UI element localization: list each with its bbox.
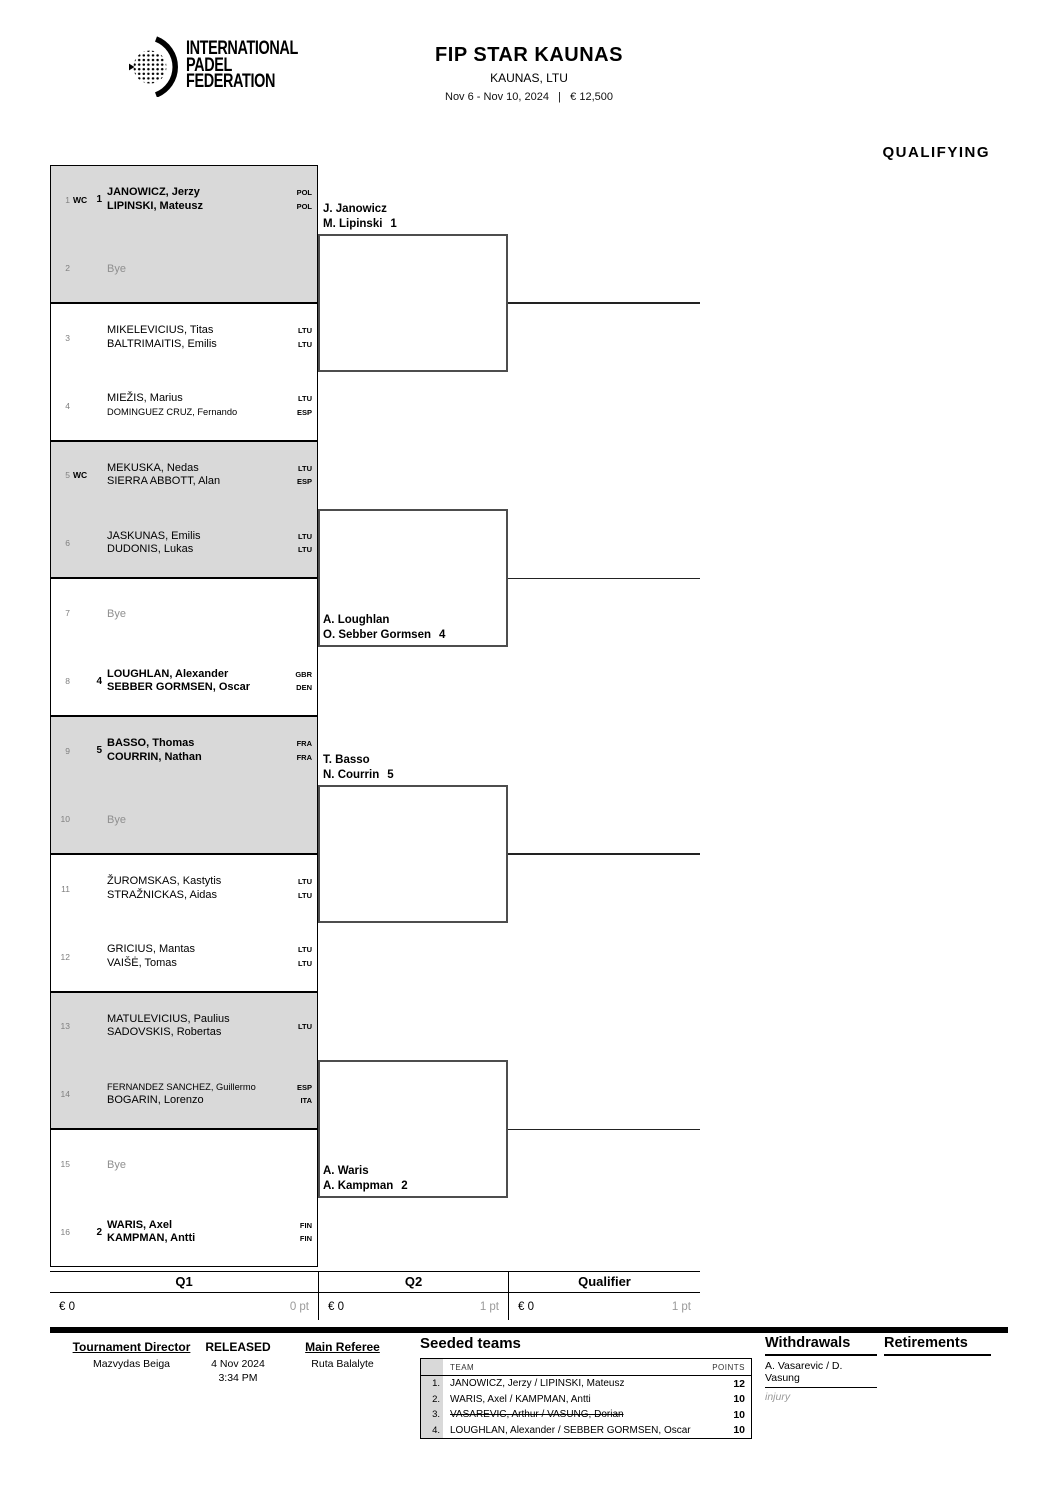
slot-position: 11 <box>61 883 70 894</box>
slot-position: 3 <box>65 332 70 343</box>
player-name: WARIS, Axel <box>107 1218 172 1231</box>
bracket-slot-9 <box>51 717 317 785</box>
q2-points: 1 pt <box>479 1300 499 1313</box>
seeded-team-name: JANOWICZ, Jerzy / LIPINSKI, Mateusz <box>450 1378 625 1390</box>
round1-box-4 <box>50 578 318 716</box>
bracket-slot-4 <box>51 372 317 440</box>
winner-seed: 2 <box>401 1179 408 1192</box>
winner-player-2: A. Kampman <box>323 1179 394 1192</box>
qualifying-bracket <box>50 165 700 1268</box>
tournament-location: KAUNAS, LTU <box>490 71 568 85</box>
winner-player-1: A. Waris <box>323 1165 369 1177</box>
round2-winner-3 <box>323 753 394 782</box>
tournament-dates-prize <box>0 91 1058 103</box>
country-code: LTU <box>297 958 312 968</box>
withdrawn-team: A. Vasarevic / D. Vasung <box>765 1360 877 1388</box>
seeded-team-points: 12 <box>733 1377 745 1390</box>
round-header-qualifier: Qualifier <box>508 1272 700 1292</box>
player-name: ŽUROMSKAS, Kastytis <box>107 875 222 888</box>
country-code: GBR <box>295 669 312 679</box>
round-header-q1: Q1 <box>175 1274 193 1289</box>
round1-box-7 <box>50 992 318 1130</box>
player-name: SADOVSKIS, Robertas <box>107 1026 222 1039</box>
tournament-director-label: Tournament Director <box>72 1340 191 1354</box>
player-name: MEKUSKA, Nedas <box>107 461 199 474</box>
withdrawals-block <box>765 1335 877 1403</box>
seeded-teams-header-row <box>421 1359 751 1376</box>
bracket-slot-1 <box>51 166 317 234</box>
seeded-teams-table <box>420 1358 752 1439</box>
slot-position: 5 <box>65 470 70 481</box>
player-name: LIPINSKI, Mateusz <box>107 199 203 212</box>
qualifier-line-1 <box>508 302 700 304</box>
bracket-slot-12 <box>51 923 317 991</box>
seed-number: 1 <box>96 194 102 206</box>
country-code: ESP <box>296 477 312 487</box>
seed-number: 2 <box>96 1226 102 1238</box>
country-code: LTU <box>297 531 312 541</box>
q2-prize: € 0 <box>328 1300 344 1313</box>
seeded-team-points: 10 <box>733 1424 745 1437</box>
seeded-team-row <box>421 1376 751 1392</box>
bracket-slot-5 <box>51 442 317 510</box>
main-referee-label: Main Referee <box>305 1340 380 1354</box>
rounds-prize-table <box>50 1271 700 1320</box>
round2-winner-2 <box>323 613 445 642</box>
player-name: KAMPMAN, Antti <box>107 1232 196 1245</box>
logo-line-3: FEDERATION <box>186 71 275 93</box>
player-name: SEBBER GORMSEN, Oscar <box>107 681 251 694</box>
q1-points: 0 pt <box>289 1300 309 1313</box>
country-code: FIN <box>299 1234 312 1244</box>
tournament-director-name: Mazvydas Beiga <box>92 1358 171 1370</box>
player-name: DOMINGUEZ CRUZ, Fernando <box>107 406 238 417</box>
wildcard-marker: WC <box>73 194 88 205</box>
player-name: BASSO, Thomas <box>107 737 195 750</box>
wildcard-marker: WC <box>73 470 88 481</box>
qualifier-points: 1 pt <box>671 1300 691 1313</box>
country-code: FIN <box>299 1220 312 1230</box>
player-name: MIKELEVICIUS, Titas <box>107 324 214 337</box>
player-name: STRAŽNICKAS, Aidas <box>107 888 218 901</box>
seed-rank: 3. <box>421 1407 443 1423</box>
slot-position: 1 <box>65 194 70 205</box>
bracket-slot-7 <box>51 579 317 647</box>
section-title: QUALIFYING <box>882 144 990 161</box>
round-header-q2: Q2 <box>318 1272 508 1292</box>
winner-seed: 1 <box>390 217 397 230</box>
released-date: 4 Nov 2024 <box>211 1358 265 1370</box>
country-code: LTU <box>297 890 312 900</box>
q1-prize: € 0 <box>59 1300 75 1313</box>
player-name: SIERRA ABBOTT, Alan <box>107 475 221 488</box>
seeded-team-name: WARIS, Axel / KAMPMAN, Antti <box>450 1393 591 1405</box>
seeded-team-row <box>421 1392 751 1408</box>
player-name: BALTRIMAITIS, Emilis <box>107 337 217 350</box>
winner-seed: 5 <box>387 768 394 781</box>
seed-number: 5 <box>96 745 102 757</box>
seeded-team-row <box>421 1407 751 1423</box>
country-code: POL <box>296 188 312 198</box>
slot-position: 13 <box>60 1021 70 1032</box>
slot-position: 16 <box>60 1227 70 1238</box>
country-code: ESP <box>296 1082 312 1092</box>
seeded-team-name: LOUGHLAN, Alexander / SEBBER GORMSEN, Oscar <box>450 1424 691 1436</box>
player-name: FERNANDEZ SANCHEZ, Guillermo <box>107 1081 256 1092</box>
player-name: BOGARIN, Lorenzo <box>107 1094 204 1107</box>
country-code: ITA <box>300 1096 312 1106</box>
bracket-slot-15 <box>51 1130 317 1198</box>
player-name: COURRIN, Nathan <box>107 750 202 763</box>
released-time: 3:34 PM <box>218 1372 258 1384</box>
round1-box-5 <box>50 716 318 854</box>
round2-winner-4 <box>323 1164 408 1193</box>
country-code: LTU <box>297 1021 312 1031</box>
winner-player-1: T. Basso <box>323 754 370 766</box>
player-name: LOUGHLAN, Alexander <box>107 667 229 680</box>
seeded-team-row <box>421 1423 751 1439</box>
winner-player-1: A. Loughlan <box>323 614 390 626</box>
round1-box-1 <box>50 165 318 303</box>
slot-position: 14 <box>60 1089 70 1100</box>
player-name: MIEŽIS, Marius <box>107 392 183 405</box>
slot-position: 7 <box>65 608 70 619</box>
winner-player-2: N. Courrin <box>323 768 380 781</box>
bye-label: Bye <box>107 262 126 275</box>
seeded-teams-block <box>420 1335 752 1439</box>
country-code: LTU <box>297 339 312 349</box>
separator: | <box>558 91 561 103</box>
seed-rank: 4. <box>421 1423 443 1439</box>
seeded-team-points: 10 <box>733 1408 745 1421</box>
bracket-slot-16 <box>51 1198 317 1266</box>
country-code: DEN <box>296 683 312 693</box>
country-code: LTU <box>297 877 312 887</box>
winner-seed: 4 <box>439 628 446 641</box>
slot-position: 10 <box>60 813 70 824</box>
round2-box-1 <box>318 234 508 372</box>
country-code: FRA <box>296 752 312 762</box>
slot-position: 6 <box>65 538 70 549</box>
round2-box-3 <box>318 785 508 923</box>
tournament-header <box>0 44 1058 103</box>
bracket-slot-14 <box>51 1060 317 1128</box>
footer-divider-rule <box>50 1327 1008 1333</box>
withdrawals-title: Withdrawals <box>765 1335 877 1356</box>
slot-position: 8 <box>65 676 70 687</box>
points-column-header: POINTS <box>712 1362 745 1372</box>
bye-label: Bye <box>107 608 126 621</box>
released-label: RELEASED <box>205 1340 271 1354</box>
tournament-dates: Nov 6 - Nov 10, 2024 <box>445 91 549 103</box>
winner-player-2: O. Sebber Gormsen <box>323 628 432 641</box>
team-column-header: TEAM <box>450 1362 475 1372</box>
slot-position: 2 <box>65 262 70 273</box>
slot-position: 15 <box>60 1159 70 1170</box>
logo-line-2: PADEL <box>186 54 232 76</box>
bracket-slot-3 <box>51 304 317 372</box>
seeded-teams-title: Seeded teams <box>420 1335 521 1352</box>
tournament-director-block <box>59 1340 204 1370</box>
winner-player-1: J. Janowicz <box>323 203 387 215</box>
seeded-team-points: 10 <box>733 1393 745 1406</box>
qualifier-prize: € 0 <box>518 1300 534 1313</box>
country-code: LTU <box>297 463 312 473</box>
country-code: FRA <box>296 739 312 749</box>
seed-rank: 2. <box>421 1392 443 1408</box>
player-name: MATULEVICIUS, Paulius <box>107 1012 230 1025</box>
main-referee-block <box>285 1340 400 1370</box>
country-code: POL <box>296 201 312 211</box>
seed-number: 4 <box>96 675 102 687</box>
bracket-slot-2 <box>51 234 317 302</box>
qualifier-line-4 <box>508 1129 700 1131</box>
round2-winner-1 <box>323 202 397 231</box>
player-name: DUDONIS, Lukas <box>107 543 194 556</box>
round1-box-2 <box>50 303 318 441</box>
player-name: VAIŠĖ, Tomas <box>107 956 177 969</box>
seed-rank: 1. <box>421 1376 443 1392</box>
bracket-slot-8 <box>51 647 317 715</box>
tournament-prize: € 12,500 <box>570 91 613 103</box>
bye-label: Bye <box>107 1159 126 1172</box>
country-code: LTU <box>297 545 312 555</box>
player-name: JASKUNAS, Emilis <box>107 529 201 542</box>
seeded-team-name-withdrawn: VASAREVIC, Arthur / VASUNG, Dorian <box>450 1409 624 1421</box>
logo-line-1: INTERNATIONAL <box>186 38 298 60</box>
country-code: LTU <box>297 326 312 336</box>
country-code: ESP <box>296 407 312 417</box>
retirements-title: Retirements <box>884 1335 991 1356</box>
slot-position: 9 <box>65 745 70 756</box>
bye-label: Bye <box>107 813 126 826</box>
bracket-slot-11 <box>51 855 317 923</box>
country-code: LTU <box>297 945 312 955</box>
qualifier-line-3 <box>508 853 700 855</box>
withdrawal-reason: injury <box>765 1391 791 1403</box>
bracket-slot-13 <box>51 993 317 1061</box>
round1-box-6 <box>50 854 318 992</box>
released-block <box>198 1340 278 1384</box>
tournament-title: FIP STAR KAUNAS <box>435 44 623 66</box>
retirements-block <box>884 1335 991 1356</box>
country-code: LTU <box>297 394 312 404</box>
round1-box-3 <box>50 441 318 579</box>
main-referee-name: Ruta Balalyte <box>311 1358 374 1370</box>
slot-position: 12 <box>60 951 70 962</box>
slot-position: 4 <box>65 400 70 411</box>
player-name: JANOWICZ, Jerzy <box>107 186 200 199</box>
player-name: GRICIUS, Mantas <box>107 943 196 956</box>
round1-box-8 <box>50 1129 318 1267</box>
bracket-slot-10 <box>51 785 317 853</box>
qualifier-line-2 <box>508 578 700 580</box>
winner-player-2: M. Lipinski <box>323 217 383 230</box>
bracket-slot-6 <box>51 509 317 577</box>
